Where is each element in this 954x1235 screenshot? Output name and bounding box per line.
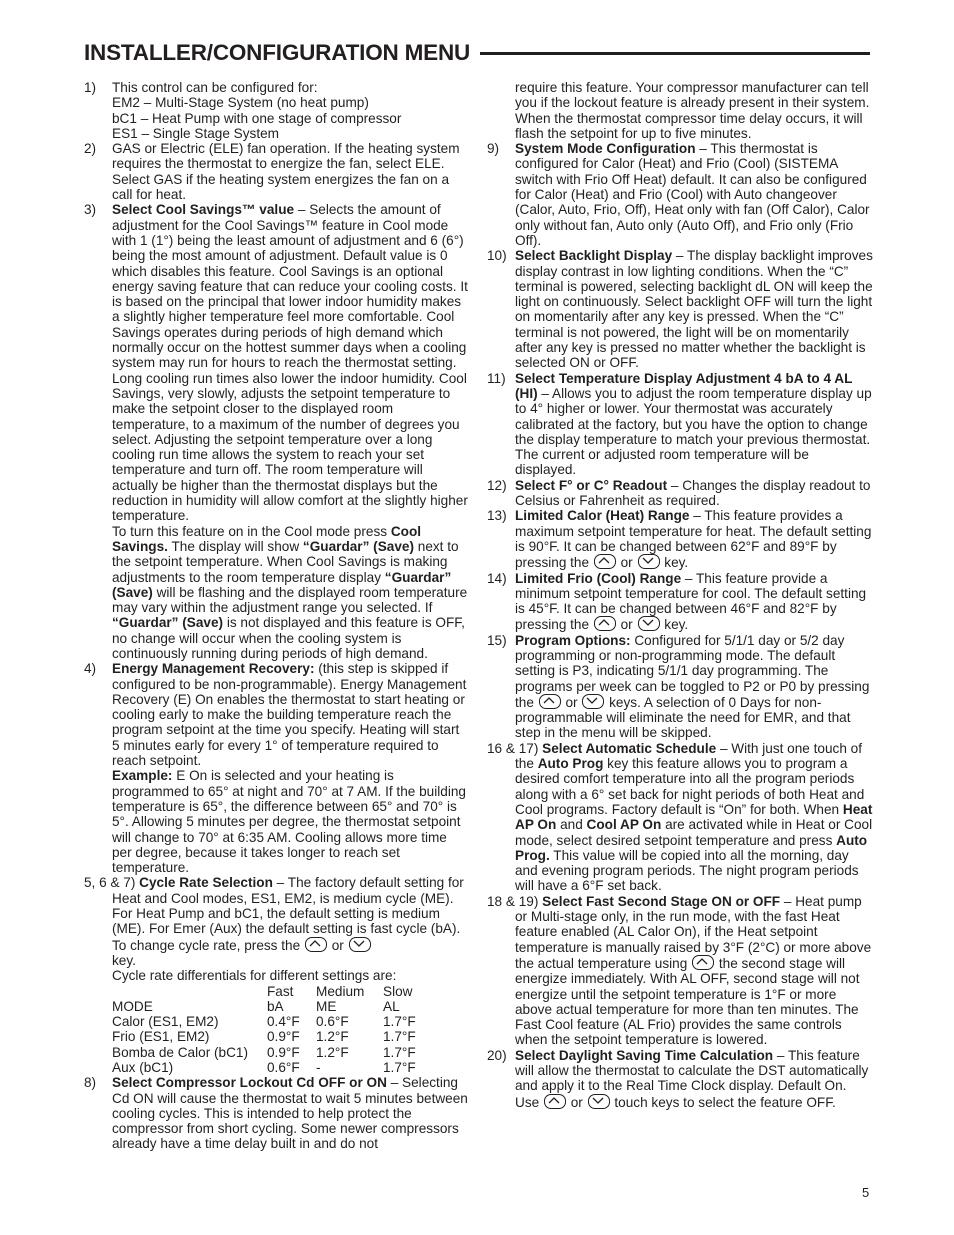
list-item-9: 9) System Mode Configuration – This thermostat is configured for Calor (Heat) and Frio (Cool) (SISTEMA switch with Frio Off Heat) default. It can also be configured for Calor (Heat) and Frio (Cool) with Auto changeover (Calor, Auto, Frio, Off), Heat only with fan (Off Calor), Calor only without fan, Auto only (Auto Off), and Frio only (Frio Off). — [487, 141, 870, 248]
list-item-18-19: 18 & 19) Select Fast Second Stage ON or OFF – Heat pump or Multi-stage only, in the run mode, with the fast Heat feature enabled (AL Calor On), if the Heat setpoint temperature is manually raised by 3°F (2°C) or more above the actual temperature using the second stage will energize immediately. With AL OFF, second stage will not energize until the setpoint temperature is 1°F or more above actual temperature for more than ten minutes. The Fast Cool feature (AL Frio) provides the same controls when the setpoint temperature is lowered. — [487, 893, 872, 1048]
list-item-16-17: 16 & 17) Select Automatic Schedule – With just one touch of the Auto Prog key this feature allows you to program a desired comfort temperature into all the program periods along with a 6° set back for night periods of both Heat and Cool programs. Factory default is “On” for both. When Heat AP On and Cool AP On are activated while in Heat or Cool mode, select desired setpoint temperature and press Auto Prog. This value will be copied into all the morning, day and evening program periods. The night program periods will have a 6°F set back. — [487, 740, 873, 894]
page-number: 5 — [862, 1185, 870, 1200]
up-arrow-key-icon — [594, 616, 616, 631]
list-item-8-continued: require this feature. Your compressor manufacturer can tell you if the lockout feature is already present in their system. When the thermostat compressor time delay occurs, it will flash the setpoint for up to five minutes. — [515, 80, 870, 141]
list-item-4: 4) Energy Management Recovery: (this step is skipped if configured to be non-programmable). Energy Management Recovery (E) On enables the thermostat to start heating or cooling early to make the building temperature reach the program setpoint at the time you specify. Heating will start 5 minutes early for every 1° of temperature required to reach setpoint. Example: E On is selected and your heating is programmed to 65° at night and 70° at 7 AM. If the building temperature is 65°, the difference between 65° and 70° is 5°. Allowing 5 minutes per degree, the thermostat setpoint will change to 70° at 6:35 AM. Cooling allows more time per degree, because it takes longer to reach set temperature. — [84, 661, 467, 876]
list-item-11: 11) Select Temperature Display Adjustment 4 bA to 4 AL (HI) – Allows you to adjust the room temperature display up to 4° higher or lower. Your thermostat was accurately calibrated at the factory, but you have the option to change the display temperature to match your previous thermostat. The current or adjusted room temperature will be displayed. — [487, 370, 872, 478]
down-arrow-key-icon — [349, 937, 371, 952]
left-column — [84, 80, 468, 1152]
up-arrow-key-icon — [692, 955, 714, 970]
list-item-20: 20) Select Daylight Saving Time Calculation – This feature will allow the thermostat to calculate the DST automatically and apply it to the Real Time Clock display. Default On. Use or touch keys to select the feature OFF. — [487, 1047, 869, 1110]
list-item-5-6-7: 5, 6 & 7) Cycle Rate Selection – The factory default setting for Heat and Cool modes, ES1, EM2, is medium cycle (ME). For Heat Pump and bC1, the default setting is medium (ME). For Emer (Aux) the default setting is fast cycle (bA). To change cycle rate, press the or key. Cycle rate differentials for different settings are: Fast Medium Slow MODE bA ME AL Calor (ES1, EM2) 0.4°F 0.6°F 1.7°F Frio (ES1, EM2) 0.9°F 1.2°F 1.7°F Bomba de Calor (bC1) 0.9°F 1.2°F 1.7°F Aux (bC1) 0.6°F - 1.7°F — [84, 875, 464, 1075]
list-item-14: 14) Limited Frio (Cool) Range – This feature provide a minimum setpoint temperature for cool. The default setting is 45°F. It can be changed between 46°F and 82°F by pressing the or key. — [487, 570, 867, 633]
table-row: Aux (bC1) 0.6°F - 1.7°F — [112, 1060, 416, 1075]
table-row: Frio (ES1, EM2) 0.9°F 1.2°F 1.7°F — [112, 1029, 416, 1045]
list-item-2: 2) GAS or Electric (ELE) fan operation. If the heating system requires the thermostat to energize the fan, select ELE. Select GAS if the heating system energizes the fan on a call for heat. — [84, 141, 460, 203]
list-item-15: 15) Program Options: Configured for 5/1/1 day or 5/2 day programming or non-programming mode. The default setting is P3, indicating 5/1/1 day programming. The programs per week can be toggled to P2 or P0 by pressing the or keys. A selection of 0 Days for non-programmable will eliminate the need for EMR, and that step in the menu will be skipped. — [487, 632, 870, 741]
list-item-13: 13) Limited Calor (Heat) Range – This feature provides a maximum setpoint temperature for heat. The default setting is 90°F. It can be changed between 62°F and 89°F by pressing the or key. — [487, 508, 872, 571]
list-item-12: 12) Select F° or C° Readout – Changes the display readout to Celsius or Fahrenheit as required. — [487, 477, 871, 509]
list-item-8: 8) Select Compressor Lockout Cd OFF or ON – Selecting Cd ON will cause the thermostat to wait 5 minutes between cooling cycles. This is intended to help protect the compressor from short cycling. Some newer compressors already have a time delay built in and do not — [84, 1075, 468, 1152]
down-arrow-key-icon — [582, 694, 604, 709]
up-arrow-key-icon — [594, 554, 616, 569]
down-arrow-key-icon — [638, 616, 660, 631]
up-arrow-key-icon — [539, 694, 561, 709]
right-column — [487, 80, 873, 1110]
down-arrow-key-icon — [588, 1094, 610, 1109]
up-arrow-key-icon — [305, 937, 327, 952]
list-item-3: 3) Select Cool Savings™ value – Selects the amount of adjustment for the Cool Savings™ feature in Cool mode with 1 (1°) being the least amount of adjustment and 6 (6°) being the most amount of adjustment. Default value is 0 which disables this feature. Cool Savings is an optional energy saving feature that can reduce your cooling costs. It is based on the principal that lower indoor humidity makes a slightly higher temperature feel more comfortable. Cool Savings operates during periods of high demand which normally occur on the hottest summer days when a cooling system may run for hours to reach the thermostat setting. Long cooling run times also lower the indoor humidity. Cool Savings, very slowly, adjusts the setpoint temperature to make the setpoint closer to the displayed room temperature, to a maximum of the number of degrees you select. Adjusting the setpoint temperature over a long cooling run time allows the system to reach your set temperature and turn off. The room temperature will actually be higher than the thermostat displays but the reduction in humidity will allow comfort at the slightly higher temperature. To turn this feature on in the Cool mode press Cool Savings. The display will show “Guardar” (Save) next to the setpoint temperature. When Cool Savings is making adjustments to the room temperature display “Guardar” (Save) will be flashing and the displayed room temperature may vary within the adjustment range you selected. If “Guardar” (Save) is not displayed and this feature is OFF, no change will occur when the cooling system is continuously running during periods of high demand. — [84, 202, 468, 661]
page-title: INSTALLER/CONFIGURATION MENU — [84, 38, 480, 68]
cycle-rate-table — [112, 984, 443, 1076]
down-arrow-key-icon — [638, 554, 660, 569]
up-arrow-key-icon — [544, 1094, 566, 1109]
list-item-1: 1) This control can be configured for: EM2 – Multi-Stage System (no heat pump) bC1 – Heat Pump with one stage of compressor ES1 – Single Stage System — [84, 80, 402, 141]
page-header — [84, 38, 870, 70]
table-row: Bomba de Calor (bC1) 0.9°F 1.2°F 1.7°F — [112, 1044, 416, 1060]
list-item-10: 10) Select Backlight Display – The display backlight improves display contrast in low lighting conditions. When the “C” terminal is powered, selecting backlight dL ON will keep the light on continuously. Select backlight OFF will turn the light on momentarily after any key is pressed. When the “C” terminal is not powered, the light will be on momentarily after any key is pressed no matter whether the backlight is selected ON or OFF. — [487, 248, 873, 371]
table-row: Calor (ES1, EM2) 0.4°F 0.6°F 1.7°F — [112, 1014, 416, 1030]
table-header-row: MODE bA ME AL — [112, 998, 400, 1014]
table-header-row: Fast Medium Slow — [267, 983, 413, 999]
